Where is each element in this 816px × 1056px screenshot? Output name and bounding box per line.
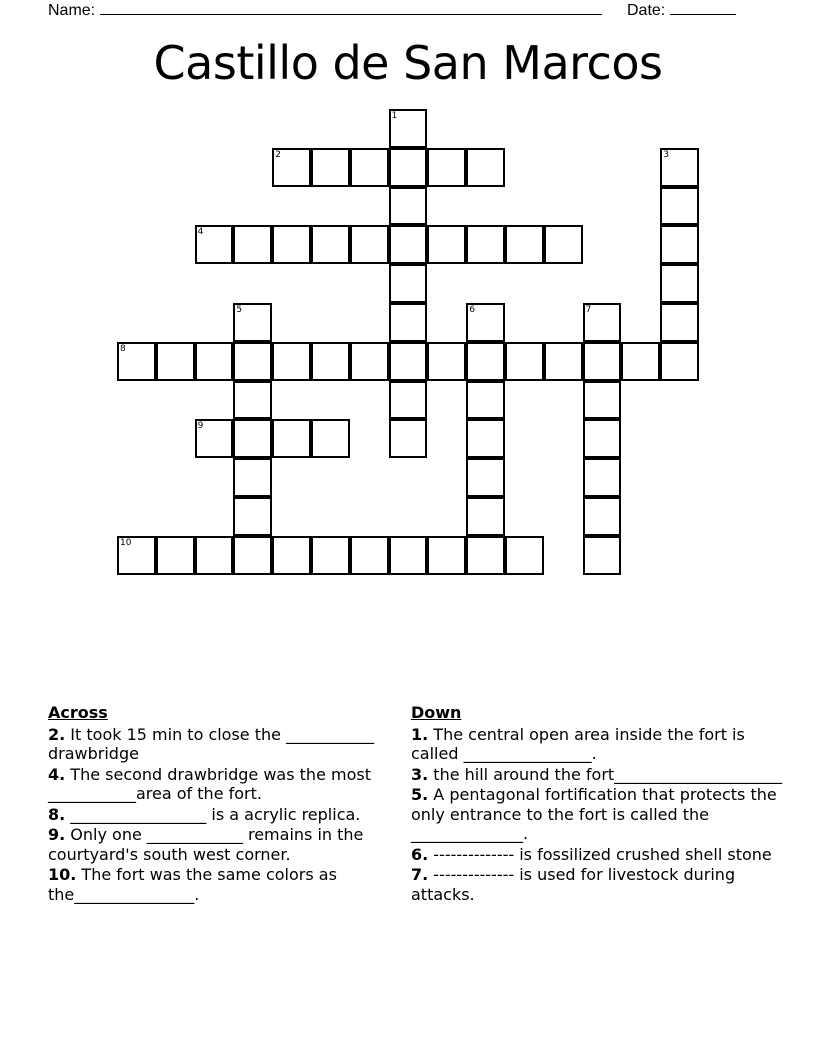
clue-number: 5. <box>411 785 429 804</box>
grid-cell[interactable] <box>466 458 505 497</box>
across-clue <box>48 765 383 804</box>
down-clue <box>411 785 786 844</box>
grid-cell[interactable] <box>466 381 505 420</box>
across-clue <box>48 725 383 764</box>
clue-number: 1. <box>411 724 429 744</box>
grid-cell[interactable] <box>583 303 622 342</box>
down-clue <box>411 865 786 904</box>
grid-cell[interactable] <box>389 419 428 458</box>
grid-cell[interactable] <box>233 419 272 458</box>
grid-cell[interactable] <box>427 536 466 575</box>
date-label: Date: <box>627 2 666 19</box>
grid-cell[interactable] <box>583 536 622 575</box>
down-clues <box>411 703 786 905</box>
grid-cell[interactable] <box>233 303 272 342</box>
grid-cell[interactable] <box>660 342 699 381</box>
clue-number-label: 8 <box>120 343 126 354</box>
across-clues <box>48 703 383 905</box>
grid-cell[interactable] <box>544 225 583 264</box>
clue-number-label: 6 <box>469 305 475 315</box>
puzzle-title: Castillo de San Marcos <box>153 36 663 90</box>
grid-cell[interactable] <box>389 381 428 420</box>
grid-cell[interactable] <box>389 187 428 226</box>
grid-cell[interactable] <box>466 419 505 458</box>
grid-cell[interactable] <box>233 225 272 264</box>
clue-number: 4. <box>48 764 66 784</box>
grid-cell[interactable] <box>272 148 311 187</box>
clue-text: The fort was the same colors as the_______________. <box>48 865 337 904</box>
clue-number-label: 10 <box>120 537 132 548</box>
grid-cell[interactable] <box>272 342 311 381</box>
grid-cell[interactable] <box>350 148 389 187</box>
grid-cell[interactable] <box>195 342 234 381</box>
grid-cell[interactable] <box>156 536 195 575</box>
across-clue <box>48 805 383 825</box>
grid-cell[interactable] <box>621 342 660 381</box>
clue-number: 3. <box>411 764 429 784</box>
clue-number-label: 1 <box>391 111 398 121</box>
clue-number: 9. <box>48 825 66 844</box>
clue-number-label: 5 <box>236 305 243 315</box>
grid-cell[interactable] <box>505 342 544 381</box>
grid-cell[interactable] <box>233 342 272 381</box>
clue-number: 8. <box>48 804 66 824</box>
grid-cell[interactable] <box>311 342 350 381</box>
grid-cell[interactable] <box>466 303 505 342</box>
grid-cell[interactable] <box>233 536 272 575</box>
grid-cell[interactable] <box>583 458 622 497</box>
across-clue <box>48 825 383 864</box>
grid-cell[interactable] <box>427 225 466 264</box>
grid-cell[interactable] <box>544 342 583 381</box>
clue-text: -------------- is fossilized crushed shell stone <box>428 844 772 864</box>
grid-cell[interactable] <box>311 148 350 187</box>
name-field[interactable] <box>48 0 602 20</box>
grid-cell[interactable] <box>311 536 350 575</box>
grid-cell[interactable] <box>389 148 428 187</box>
grid-cell[interactable] <box>505 536 544 575</box>
grid-cell[interactable] <box>660 225 699 264</box>
grid-cell[interactable] <box>389 536 428 575</box>
clue-text: _________________ is a acrylic replica. <box>65 804 361 824</box>
grid-cell[interactable] <box>389 342 428 381</box>
grid-cell[interactable] <box>660 187 699 226</box>
grid-cell[interactable] <box>389 109 428 148</box>
grid-cell[interactable] <box>117 536 156 575</box>
grid-cell[interactable] <box>466 536 505 575</box>
grid-cell[interactable] <box>583 497 622 536</box>
grid-cell[interactable] <box>350 342 389 381</box>
down-clue <box>411 725 786 764</box>
grid-cell[interactable] <box>427 342 466 381</box>
grid-cell[interactable] <box>272 536 311 575</box>
clue-number-label: 2 <box>275 149 281 160</box>
grid-cell[interactable] <box>583 381 622 420</box>
clue-number: 10. <box>48 865 77 884</box>
grid-cell[interactable] <box>311 225 350 264</box>
clue-number-label: 3 <box>663 149 669 160</box>
grid-cell[interactable] <box>195 225 234 264</box>
name-line[interactable] <box>100 0 602 15</box>
grid-cell[interactable] <box>466 148 505 187</box>
clue-number: 6. <box>411 844 429 864</box>
grid-cell[interactable] <box>389 303 428 342</box>
grid-cell[interactable] <box>272 225 311 264</box>
grid-cell[interactable] <box>660 264 699 303</box>
clue-number: 2. <box>48 724 66 744</box>
date-line[interactable] <box>670 0 736 15</box>
grid-cell[interactable] <box>233 381 272 420</box>
grid-cell[interactable] <box>466 497 505 536</box>
grid-cell[interactable] <box>311 419 350 458</box>
grid-cell[interactable] <box>233 458 272 497</box>
clue-text: the hill around the fort_____________________ <box>428 764 783 784</box>
grid-cell[interactable] <box>389 264 428 303</box>
down-clue <box>411 765 786 785</box>
clue-number: 7. <box>411 865 429 884</box>
grid-cell[interactable] <box>195 419 234 458</box>
clue-text: The second drawbridge was the most ___________area of the fort. <box>48 764 371 803</box>
down-heading: Down <box>411 703 462 722</box>
clue-text: A pentagonal fortification that protects the only entrance to the fort is called the ______________. <box>411 785 777 843</box>
clue-number-label: 7 <box>585 305 592 315</box>
grid-cell[interactable] <box>195 536 234 575</box>
grid-cell[interactable] <box>427 148 466 187</box>
down-clue <box>411 845 786 865</box>
grid-cell[interactable] <box>660 303 699 342</box>
grid-cell[interactable] <box>350 225 389 264</box>
across-heading: Across <box>48 703 108 722</box>
grid-cell[interactable] <box>583 342 622 381</box>
clue-text: The central open area inside the fort is called ________________. <box>411 724 745 763</box>
name-label: Name: <box>48 2 96 19</box>
grid-cell[interactable] <box>583 419 622 458</box>
clue-text: It took 15 min to close the ___________ drawbridge <box>48 724 375 763</box>
clue-text: Only one ____________ remains in the courtyard's south west corner. <box>48 825 364 864</box>
date-field[interactable] <box>627 0 736 20</box>
grid-cell[interactable] <box>505 225 544 264</box>
grid-cell[interactable] <box>466 225 505 264</box>
clue-number-label: 4 <box>197 227 204 238</box>
clue-text: -------------- is used for livestock during attacks. <box>411 865 736 904</box>
grid-cell[interactable] <box>272 419 311 458</box>
grid-cell[interactable] <box>233 497 272 536</box>
grid-cell[interactable] <box>389 225 428 264</box>
grid-cell[interactable] <box>350 536 389 575</box>
clue-number-label: 9 <box>197 421 204 432</box>
across-clue <box>48 865 383 904</box>
grid-cell[interactable] <box>156 342 195 381</box>
grid-cell[interactable] <box>660 148 699 187</box>
grid-cell[interactable] <box>466 342 505 381</box>
grid-cell[interactable] <box>117 342 156 381</box>
